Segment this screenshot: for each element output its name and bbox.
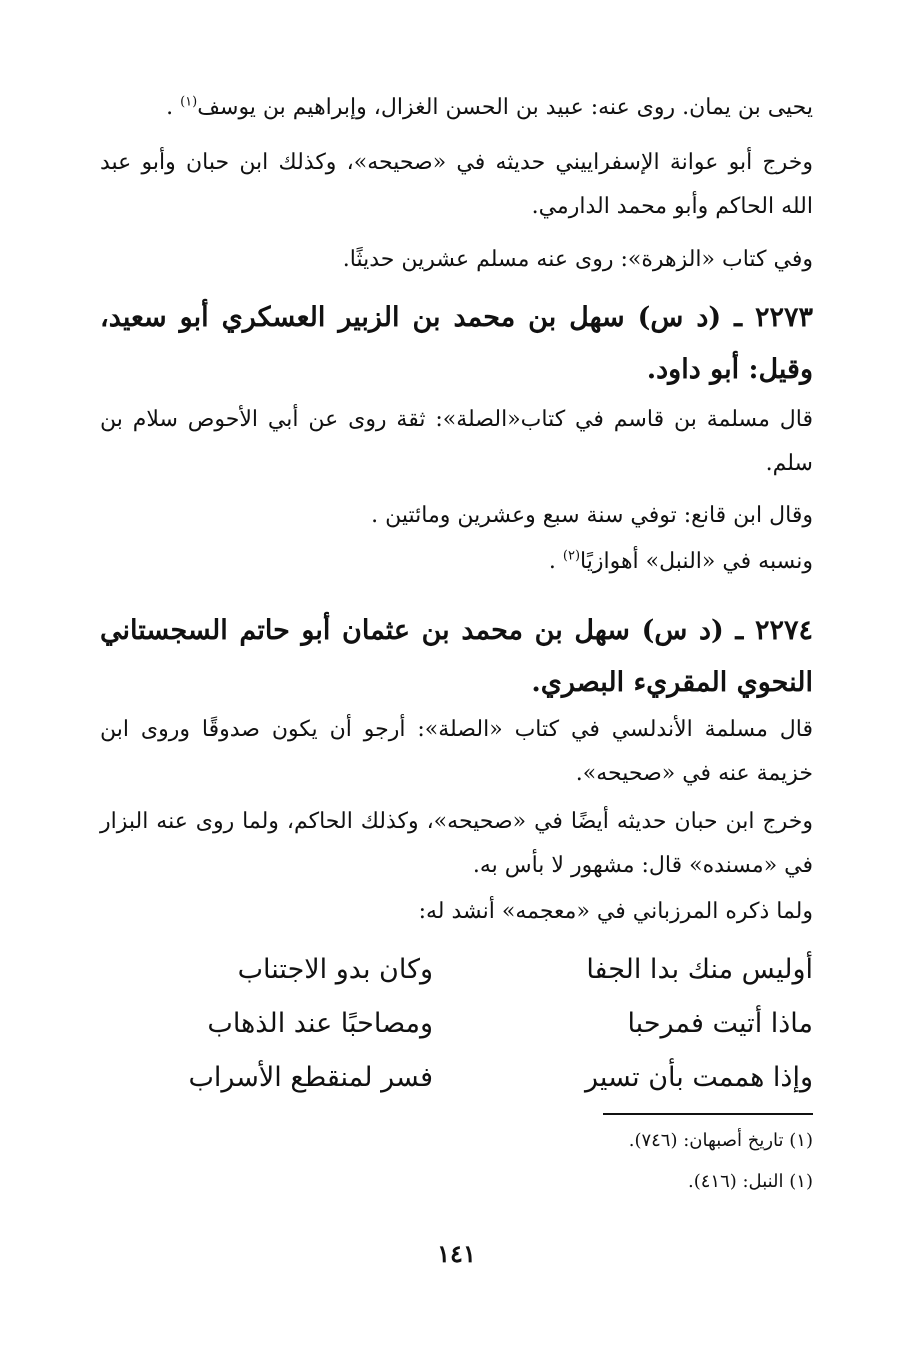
- paragraph: وقال ابن قانع: توفي سنة سبع وعشرين ومائتين .: [371, 503, 813, 528]
- verse-first-hemistich: ماذا أتيت فمرحبا: [627, 1008, 813, 1039]
- page-number: ١٤١: [437, 1239, 476, 1268]
- footnote-reference: (٢): [562, 548, 581, 564]
- paragraph: وفي كتاب «الزهرة»: روى عنه مسلم عشرين حديثًا.: [342, 247, 813, 272]
- paragraph-end: .: [548, 549, 563, 574]
- paragraph-text: يحيى بن يمان. روى عنه: عبيد بن الحسن الغزال، وإبراهيم بن يوسف: [197, 95, 813, 120]
- verse-second-hemistich: وكان بدو الاجتناب: [237, 954, 433, 985]
- poem-verse: [100, 998, 813, 1050]
- paragraph: [100, 540, 813, 584]
- footnote: (١) النبل: (٤١٦).: [687, 1171, 813, 1192]
- verse-second-hemistich: فسر لمنقطع الأسراب: [188, 1062, 433, 1093]
- poem-verse: [100, 944, 813, 996]
- footnote-reference: (١): [180, 94, 198, 110]
- footnote: (١) تاريخ أصبهان: (٧٤٦).: [628, 1130, 813, 1151]
- entry-heading: ٢٢٧٣ ـ (د س) سهل بن محمد بن الزبير العسكري أبو سعيد، وقيل: أبو داود.: [100, 302, 813, 385]
- paragraph: وخرج ابن حبان حديثه أيضًا في «صحيحه»، وكذلك الحاكم، ولما روى عنه البزار في «مسنده» قال: مشهور لا بأس به.: [100, 809, 813, 878]
- paragraph: قال مسلمة بن قاسم في كتاب«الصلة»: ثقة روى عن أبي الأحوص سلام بن سلم.: [100, 407, 813, 476]
- paragraph-end: .: [166, 95, 181, 120]
- footnote-separator: [603, 1113, 813, 1115]
- verse-first-hemistich: أوليس منك بدا الجفا: [586, 954, 813, 985]
- entry-heading: ٢٢٧٤ ـ (د س) سهل بن محمد بن عثمان أبو حاتم السجستاني النحوي المقريء البصري.: [100, 615, 813, 698]
- poem-verse: [100, 1052, 813, 1104]
- paragraph: قال مسلمة الأندلسي في كتاب «الصلة»: أرجو أن يكون صدوقًا وروى ابن خزيمة عنه في «صحيحه».: [100, 717, 813, 786]
- paragraph: ولما ذكره المرزباني في «معجمه» أنشد له:: [418, 899, 813, 924]
- paragraph: وخرج أبو عوانة الإسفراييني حديثه في «صحيحه»، وكذلك ابن حبان وأبو عبد الله الحاكم وأبو محمد الدارمي.: [100, 150, 813, 219]
- paragraph: [100, 86, 813, 130]
- verse-first-hemistich: وإذا هممت بأن تسير: [585, 1062, 813, 1093]
- verse-second-hemistich: ومصاحبًا عند الذهاب: [207, 1008, 433, 1039]
- paragraph-text: ونسبه في «النبل» أهوازيًا: [580, 549, 813, 574]
